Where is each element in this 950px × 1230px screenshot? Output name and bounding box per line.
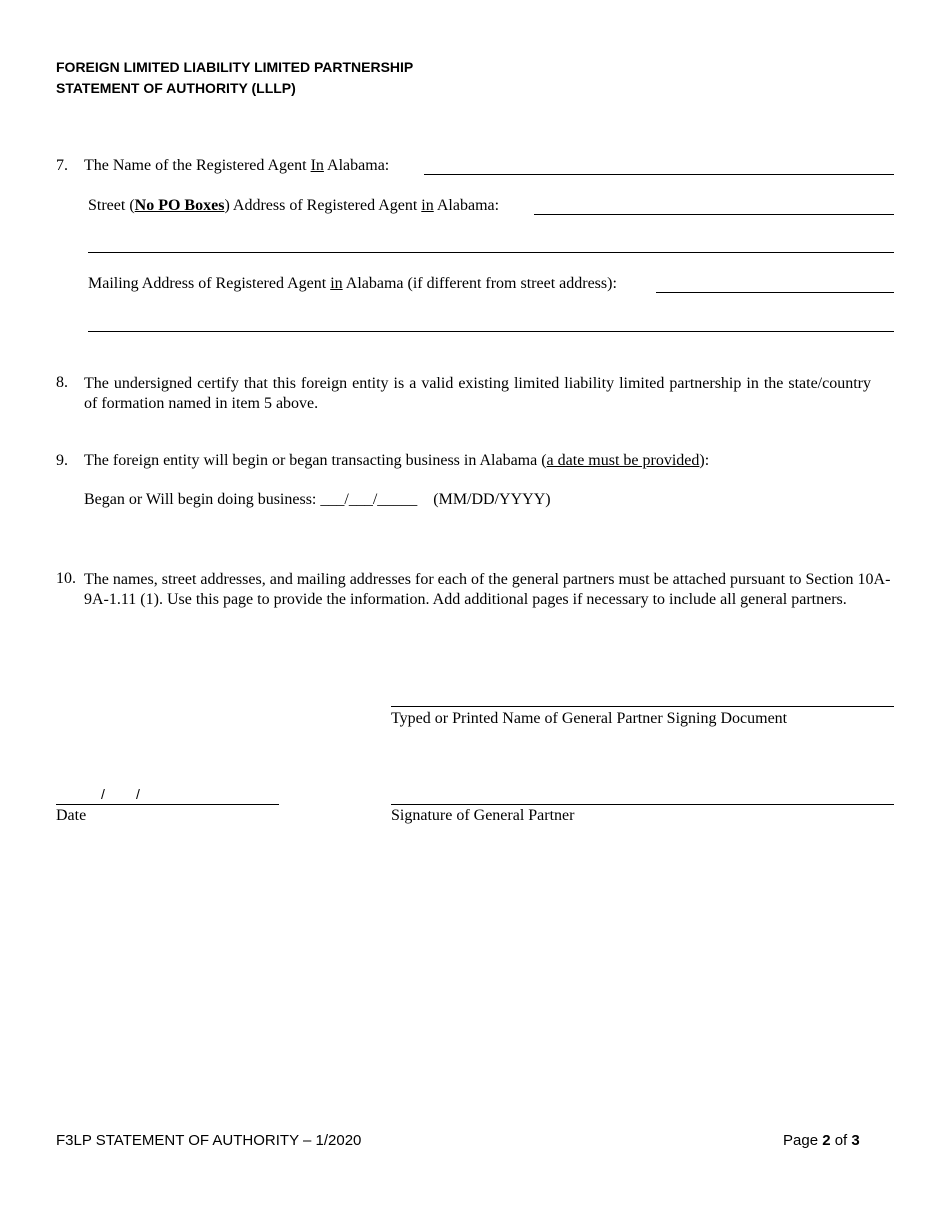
signature-field[interactable]: [391, 804, 894, 805]
item-9-text: The foreign entity will begin or began transacting business in Alabama (a date must be provided):: [84, 452, 710, 469]
date-format-hint: (MM/DD/YYYY): [433, 491, 551, 508]
street-address-field-line2[interactable]: [88, 252, 894, 253]
typed-name-label: Typed or Printed Name of General Partner Signing Document: [391, 710, 788, 727]
mailing-address-label: Mailing Address of Registered Agent in Alabama (if different from street address):: [88, 275, 617, 292]
item-10-number: 10.: [56, 570, 76, 587]
typed-name-field[interactable]: [391, 706, 894, 707]
document-header: [56, 57, 413, 99]
began-doing-business-label: Began or Will begin doing business:: [84, 491, 321, 508]
item-7-label: The Name of the Registered Agent In Alabama:: [84, 157, 390, 174]
item-9-number: 9.: [56, 452, 68, 469]
mailing-address-field[interactable]: [656, 292, 894, 293]
header-title-line1: FOREIGN LIMITED LIABILITY LIMITED PARTNERSHIP: [56, 59, 414, 75]
business-start-date-field[interactable]: ___/___/_____: [320, 491, 418, 508]
street-address-label: Street (No PO Boxes) Address of Registered Agent in Alabama:: [88, 197, 500, 214]
business-start-date-row: [84, 491, 551, 509]
item-8-number: 8.: [56, 374, 68, 391]
date-slashes: / /: [101, 786, 140, 802]
item-10-text: The names, street addresses, and mailing addresses for each of the general partners must be attached pursuant to Section 10A-9A-1.11 (1). Use this page to provide the information. Add additional pages if necessary to include all general partners.: [84, 571, 891, 608]
street-address-field[interactable]: [534, 214, 894, 215]
item-7-number: 7.: [56, 157, 68, 174]
item-8-text: The undersigned certify that this foreign entity is a valid existing limited liability limited partnership in the state/country of formation named in item 5 above.: [84, 375, 871, 412]
header-title-line2: STATEMENT OF AUTHORITY (LLLP): [56, 80, 296, 96]
mailing-address-field-line2[interactable]: [88, 331, 894, 332]
registered-agent-name-field[interactable]: [424, 174, 894, 175]
footer-page-number: Page 2 of 3: [783, 1132, 860, 1149]
footer-form-id: F3LP STATEMENT OF AUTHORITY – 1/2020: [56, 1132, 362, 1149]
date-field[interactable]: [56, 804, 279, 805]
signature-label: Signature of General Partner: [391, 807, 575, 824]
date-label: Date: [56, 807, 87, 824]
